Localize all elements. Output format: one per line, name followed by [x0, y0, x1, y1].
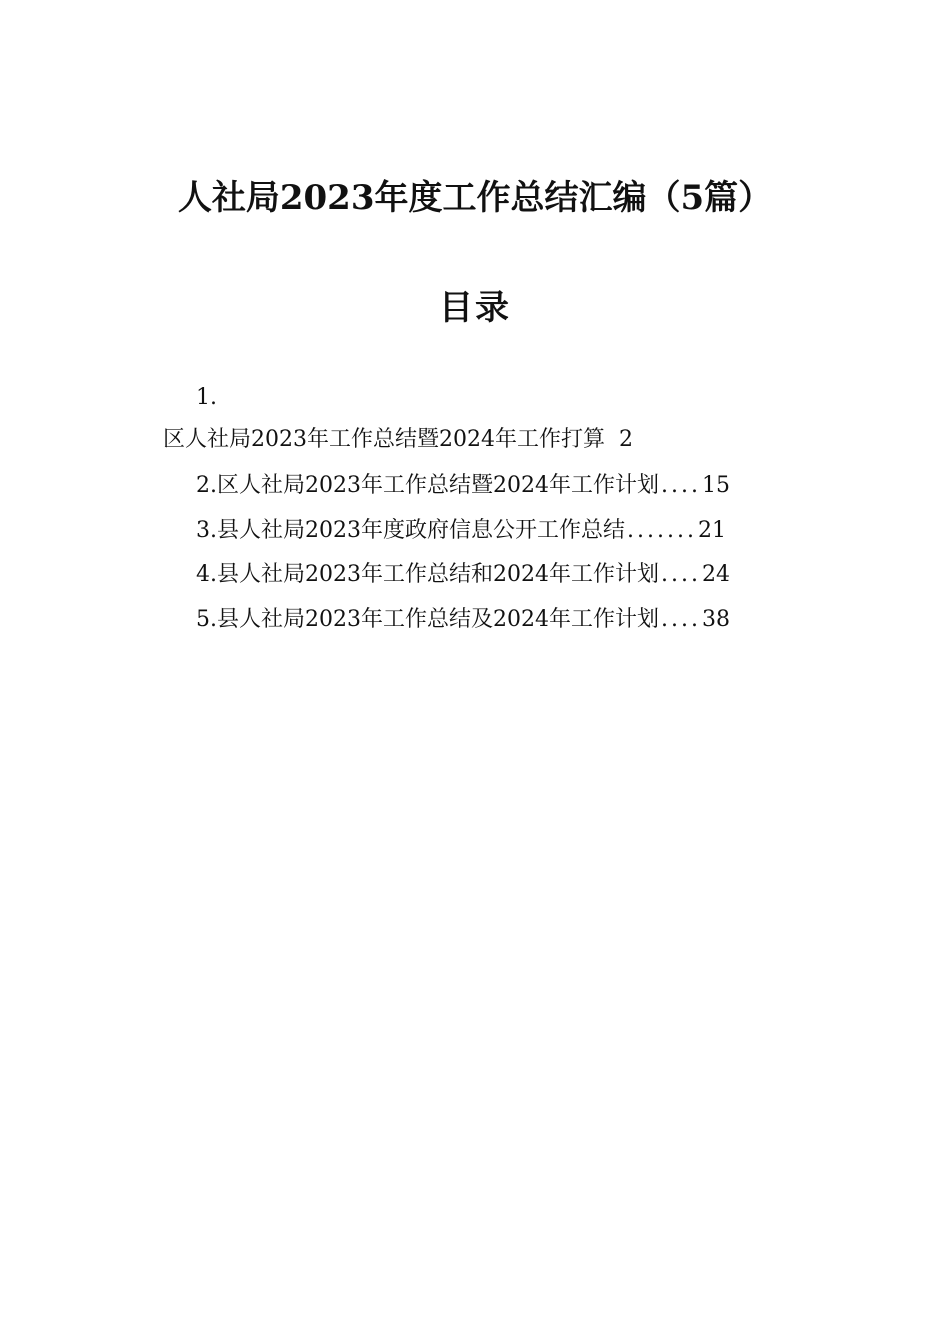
document-title: 人社局2023年度工作总结汇编（5篇） — [177, 178, 773, 218]
toc-dot-leader: .... — [660, 473, 701, 498]
toc-dot-leader: .... — [660, 562, 701, 587]
toc-item-title: 区人社局2023年工作总结暨2024年工作打算 — [163, 427, 605, 452]
toc-item-number: 4. — [196, 562, 217, 587]
toc-heading: 目录 — [439, 288, 511, 328]
toc-item-page: 38 — [701, 607, 730, 632]
toc-item-title: 县人社局2023年工作总结和2024年工作计划 — [217, 562, 659, 587]
toc-item-3[interactable] — [196, 515, 808, 547]
toc-item-1[interactable] — [163, 424, 723, 456]
toc-item-number: 5. — [196, 607, 217, 632]
toc-item-title: 区人社局2023年工作总结暨2024年工作计划 — [217, 473, 659, 498]
toc-item-page: 21 — [697, 518, 726, 543]
toc-dot-leader: ....... — [627, 518, 697, 543]
toc-item-title: 县人社局2023年工作总结及2024年工作计划 — [217, 607, 659, 632]
toc-item-5[interactable] — [196, 604, 808, 636]
toc-item-2[interactable] — [196, 470, 808, 502]
toc-dot-leader: .... — [660, 607, 701, 632]
toc-item-number: 2. — [196, 473, 217, 498]
toc-item-1-number[interactable]: 1. — [196, 385, 217, 410]
toc-item-page: 24 — [701, 562, 730, 587]
toc-item-page: 15 — [701, 473, 730, 498]
toc-item-title: 县人社局2023年度政府信息公开工作总结 — [217, 518, 625, 543]
toc-item-4[interactable] — [196, 559, 808, 591]
toc-item-number: 3. — [196, 518, 217, 543]
toc-item-page: 2 — [618, 427, 633, 452]
